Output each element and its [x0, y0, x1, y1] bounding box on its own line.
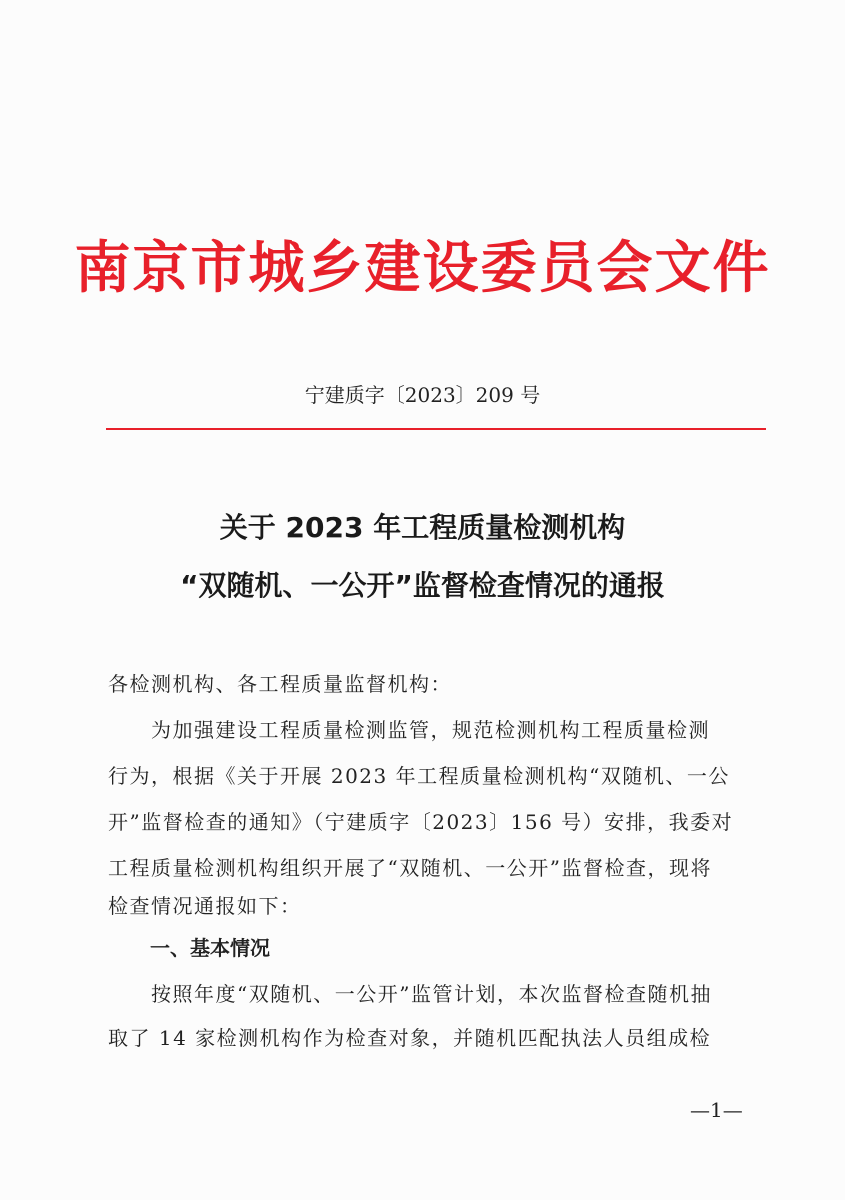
salutation-line: 各检测机构、各工程质量监督机构：: [108, 672, 452, 696]
body-line: 为加强建设工程质量检测监管，规范检测机构工程质量检测: [108, 718, 710, 742]
document-title-line-1: 关于 2023 年工程质量检测机构: [219, 511, 626, 544]
issuing-authority-title: 南京市城乡建设委员会文件: [74, 235, 771, 301]
red-divider-line: [106, 428, 766, 430]
document-title-line-2: “双随机、一公开”监督检查情况的通报: [180, 569, 665, 602]
document-number: 宁建质字〔2023〕209 号: [304, 383, 541, 407]
section-heading-basic-situation: 一、基本情况: [150, 936, 270, 960]
body-line: 检查情况通报如下：: [108, 894, 302, 918]
body-line: 按照年度“双随机、一公开”监管计划，本次监督检查随机抽: [108, 982, 712, 1006]
page-number: —1—: [690, 1098, 743, 1122]
body-line: 行为，根据《关于开展 2023 年工程质量检测机构“双随机、一公: [108, 764, 730, 788]
body-line: 开”监督检查的通知》（宁建质字〔2023〕156 号）安排，我委对: [108, 810, 734, 834]
body-line: 工程质量检测机构组织开展了“双随机、一公开”监督检查，现将: [108, 856, 712, 880]
body-line: 取了 14 家检测机构作为检查对象，并随机匹配执法人员组成检: [108, 1026, 712, 1050]
